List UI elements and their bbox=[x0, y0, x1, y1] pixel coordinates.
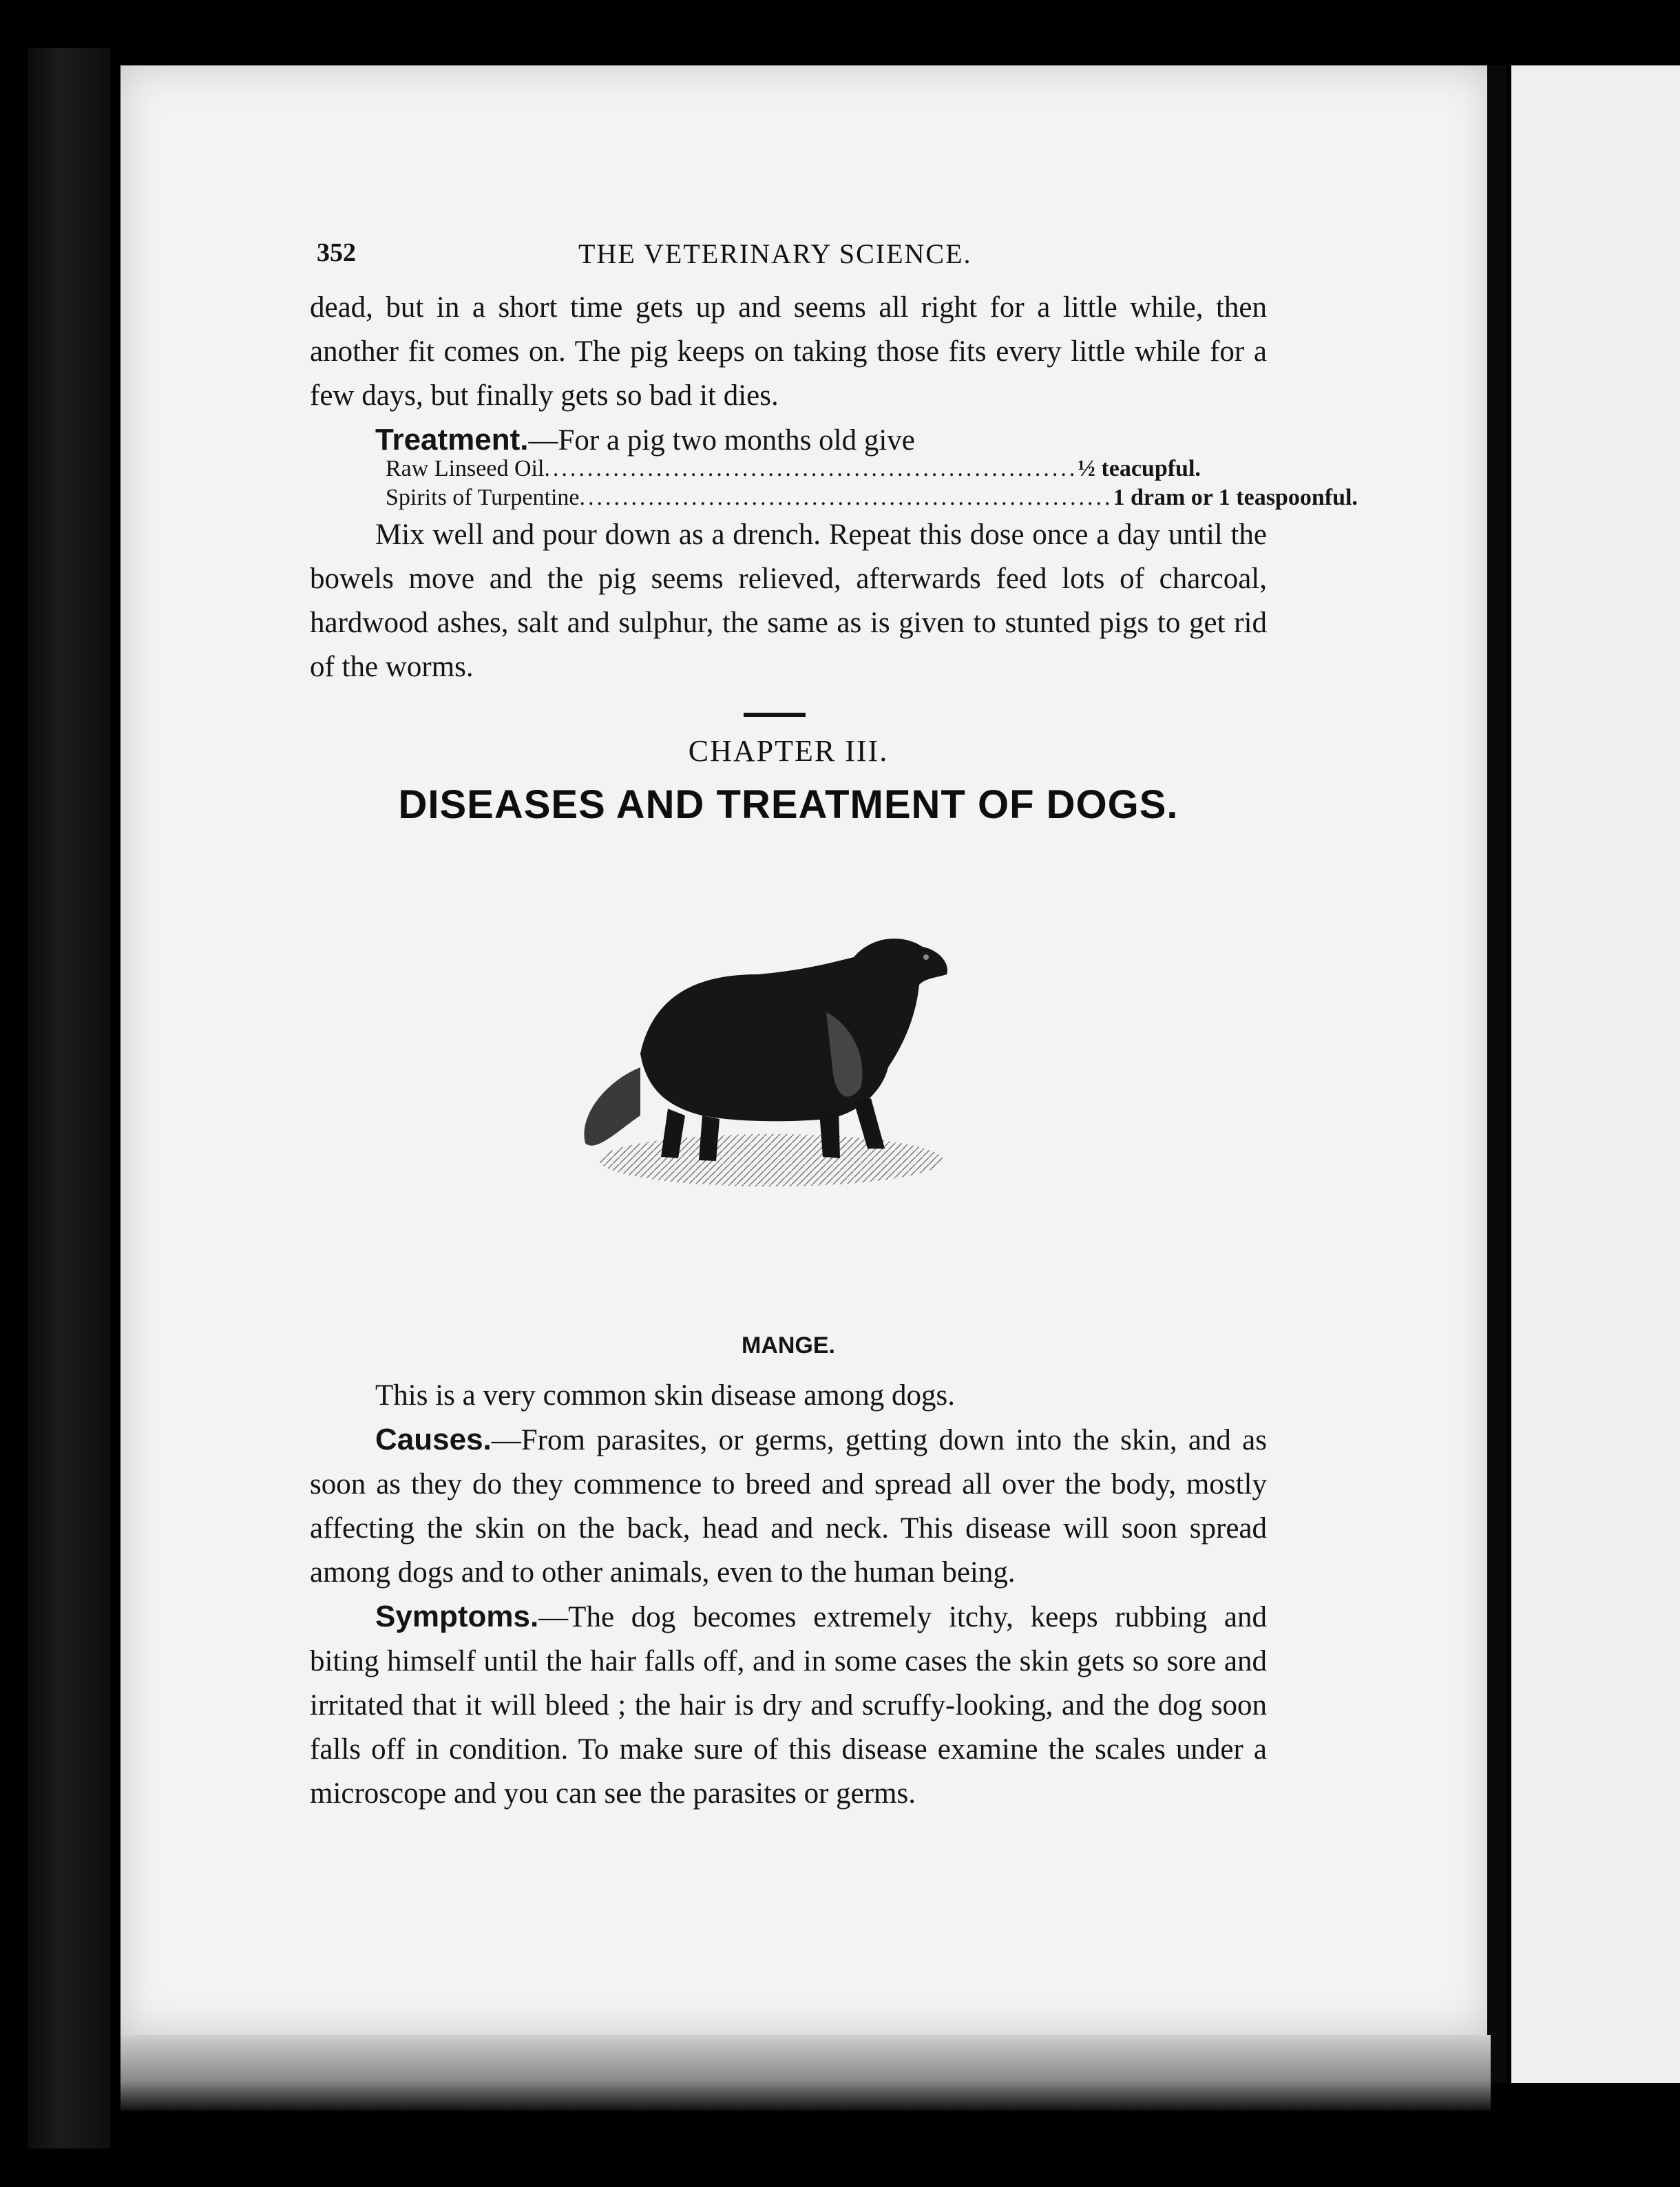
dog-illustration-icon bbox=[565, 909, 991, 1205]
recipe-dose: ½ teacupful. bbox=[1078, 456, 1201, 481]
recipe-row bbox=[386, 454, 1201, 483]
leader-dots: .............................................................. bbox=[579, 485, 1113, 510]
page-number: 352 bbox=[317, 238, 356, 267]
scan-bottom-edge bbox=[120, 2035, 1491, 2111]
chapter-title: DISEASES AND TREATMENT OF DOGS. bbox=[398, 782, 1179, 827]
continuation-paragraph bbox=[310, 286, 1267, 463]
running-head: THE VETERINARY SCIENCE. bbox=[578, 238, 972, 269]
leader-dots: .............................................................. bbox=[544, 456, 1078, 481]
treatment-label: Treatment. bbox=[375, 423, 529, 457]
recipe-item: Spirits of Turpentine bbox=[386, 485, 580, 510]
mange-section bbox=[310, 1374, 1267, 1816]
recipe-list bbox=[386, 454, 1358, 512]
recipe-row bbox=[386, 483, 1358, 512]
causes-label: Causes. bbox=[375, 1423, 492, 1456]
page-gutter bbox=[1487, 65, 1506, 2083]
treatment-text: —For a pig two months old give bbox=[528, 424, 915, 457]
symptoms-paragraph bbox=[310, 1595, 1267, 1816]
chapter-number: CHAPTER III. bbox=[688, 734, 889, 768]
book-spine-edge bbox=[28, 48, 110, 2148]
page-header bbox=[317, 238, 1274, 279]
adjacent-page-edge bbox=[1511, 65, 1680, 2083]
symptoms-text: —The dog becomes extremely itchy, keeps rubbing and biting himself until the hair falls off, and in some cases the skin gets so sore and irritated that it will bleed ; the hair is dry and scruffy-looking, and the dog soon falls off in condition. To make sure of this disease examine the scales under a microscope and you can see the parasites or germs. bbox=[310, 1601, 1267, 1810]
continuation-text: dead, but in a short time gets up and seems all right for a little while, then another fit comes on. The pig keeps on taking those fits every little while for a few days, but finally gets so bad it dies. bbox=[310, 291, 1267, 412]
scan-border bbox=[0, 0, 1680, 41]
directions-paragraph bbox=[310, 513, 1267, 689]
symptoms-label: Symptoms. bbox=[375, 1600, 539, 1633]
causes-text: —From parasites, or germs, getting down into the skin, and as soon as they do they commence to breed and spread all over the body, mostly affecting the skin on the back, head and neck. This disease will soon spread among dogs and to other animals, even to the human being. bbox=[310, 1424, 1267, 1589]
recipe-item: Raw Linseed Oil bbox=[386, 456, 545, 481]
directions-text: Mix well and pour down as a drench. Repeat this dose once a day until the bowels move and the pig seems relieved, afterwards feed lots of charcoal, hardwood ashes, salt and sulphur, the same as is given to stunted pigs to get rid of the worms. bbox=[310, 519, 1267, 683]
recipe-dose: 1 dram or 1 teaspoonful. bbox=[1113, 485, 1358, 510]
mange-intro: This is a very common skin disease among dogs. bbox=[375, 1379, 955, 1412]
section-rule bbox=[744, 713, 806, 717]
section-heading: MANGE. bbox=[742, 1332, 835, 1359]
causes-paragraph bbox=[310, 1418, 1267, 1595]
